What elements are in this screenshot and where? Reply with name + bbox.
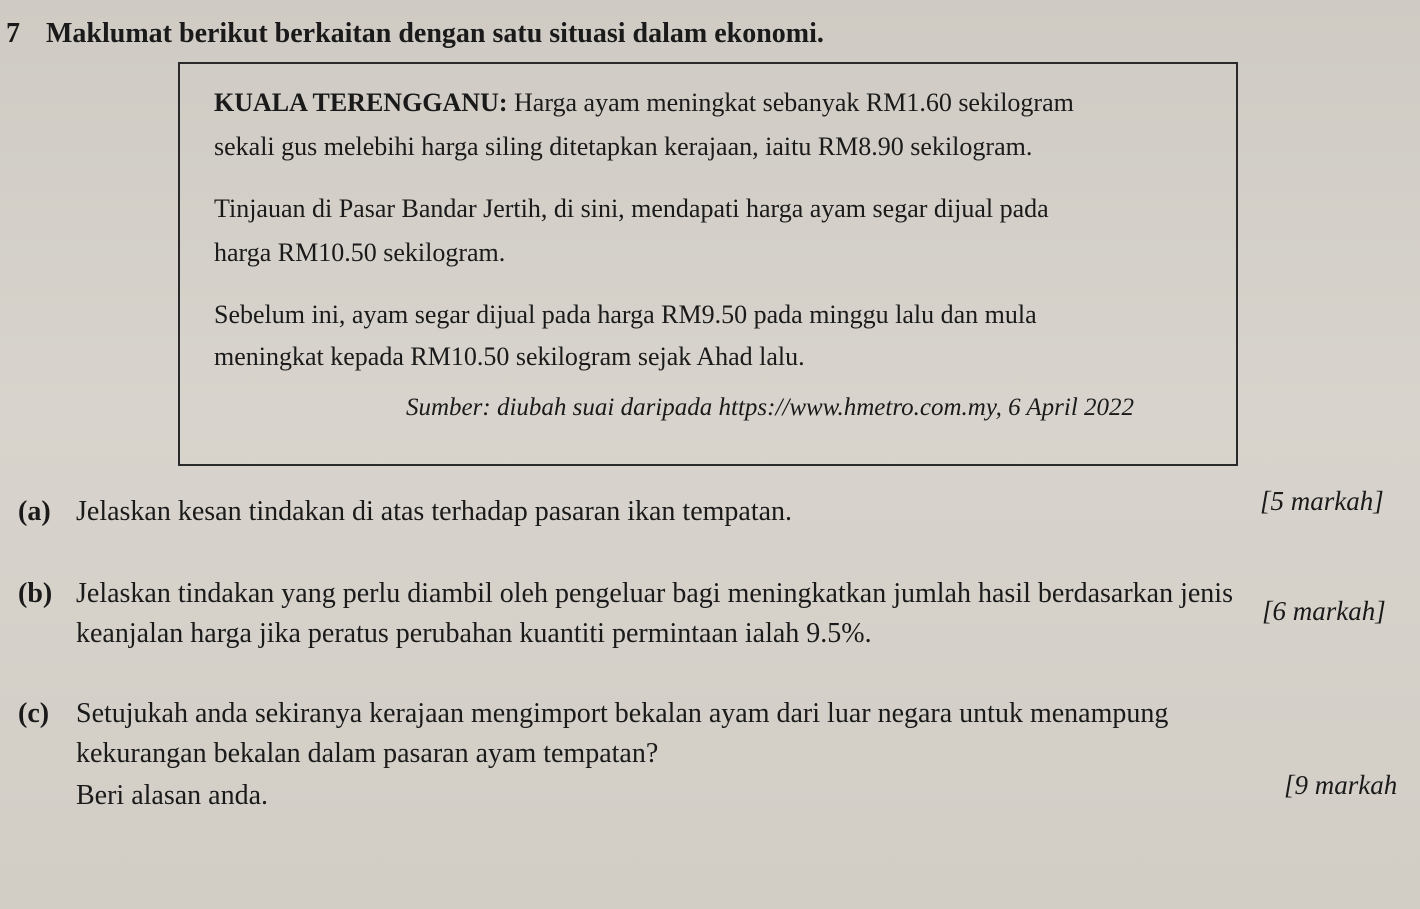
- part-b-marks: [6 markah]: [1262, 596, 1386, 626]
- excerpt-line: meningkat kepada RM10.50 sekilogram sejak Ahad lalu.: [214, 342, 805, 371]
- excerpt-line: Sebelum ini, ayam segar dijual pada harga RM9.50 pada minggu lalu dan mula: [214, 300, 1037, 329]
- part-b-line2: keanjalan harga jika peratus perubahan kuantiti permintaan ialah 9.5%.: [76, 618, 872, 649]
- part-c: [18, 698, 1168, 730]
- source-citation: Sumber: diubah suai daripada https://www.hmetro.com.my, 6 April 2022: [406, 394, 1135, 421]
- excerpt-line: harga RM10.50 sekilogram.: [214, 238, 506, 267]
- part-a-label: (a): [18, 496, 51, 527]
- excerpt-line: Tinjauan di Pasar Bandar Jertih, di sini, mendapati harga ayam segar dijual pada: [214, 194, 1049, 223]
- excerpt-text: Harga ayam meningkat sebanyak RM1.60 sekilogram: [507, 88, 1074, 117]
- part-c-text: Setujukah anda sekiranya kerajaan mengimport bekalan ayam dari luar negara untuk menampung: [76, 698, 1169, 729]
- excerpt-dateline: KUALA TERENGGANU:: [214, 88, 508, 117]
- part-a-marks: [5 markah]: [1260, 486, 1384, 516]
- news-excerpt-box: [178, 62, 1238, 466]
- part-c-line3: Beri alasan anda.: [76, 780, 269, 811]
- question-number: 7: [6, 18, 20, 49]
- question-intro: Maklumat berikut berkaitan dengan satu situasi dalam ekonomi.: [46, 18, 824, 49]
- part-c-marks: [9 markah: [1284, 770, 1398, 800]
- excerpt-line: [214, 88, 1074, 118]
- part-a: [18, 496, 792, 528]
- part-b: [18, 578, 1233, 610]
- part-c-line2: kekurangan bekalan dalam pasaran ayam tempatan?: [76, 738, 659, 769]
- excerpt-line: sekali gus melebihi harga siling ditetapkan kerajaan, iaitu RM8.90 sekilogram.: [214, 132, 1033, 161]
- part-b-label: (b): [18, 578, 53, 609]
- part-c-label: (c): [18, 698, 50, 729]
- part-b-text: Jelaskan tindakan yang perlu diambil oleh pengeluar bagi meningkatkan jumlah hasil berdasarkan jenis: [76, 578, 1233, 609]
- part-a-text: Jelaskan kesan tindakan di atas terhadap pasaran ikan tempatan.: [76, 496, 793, 527]
